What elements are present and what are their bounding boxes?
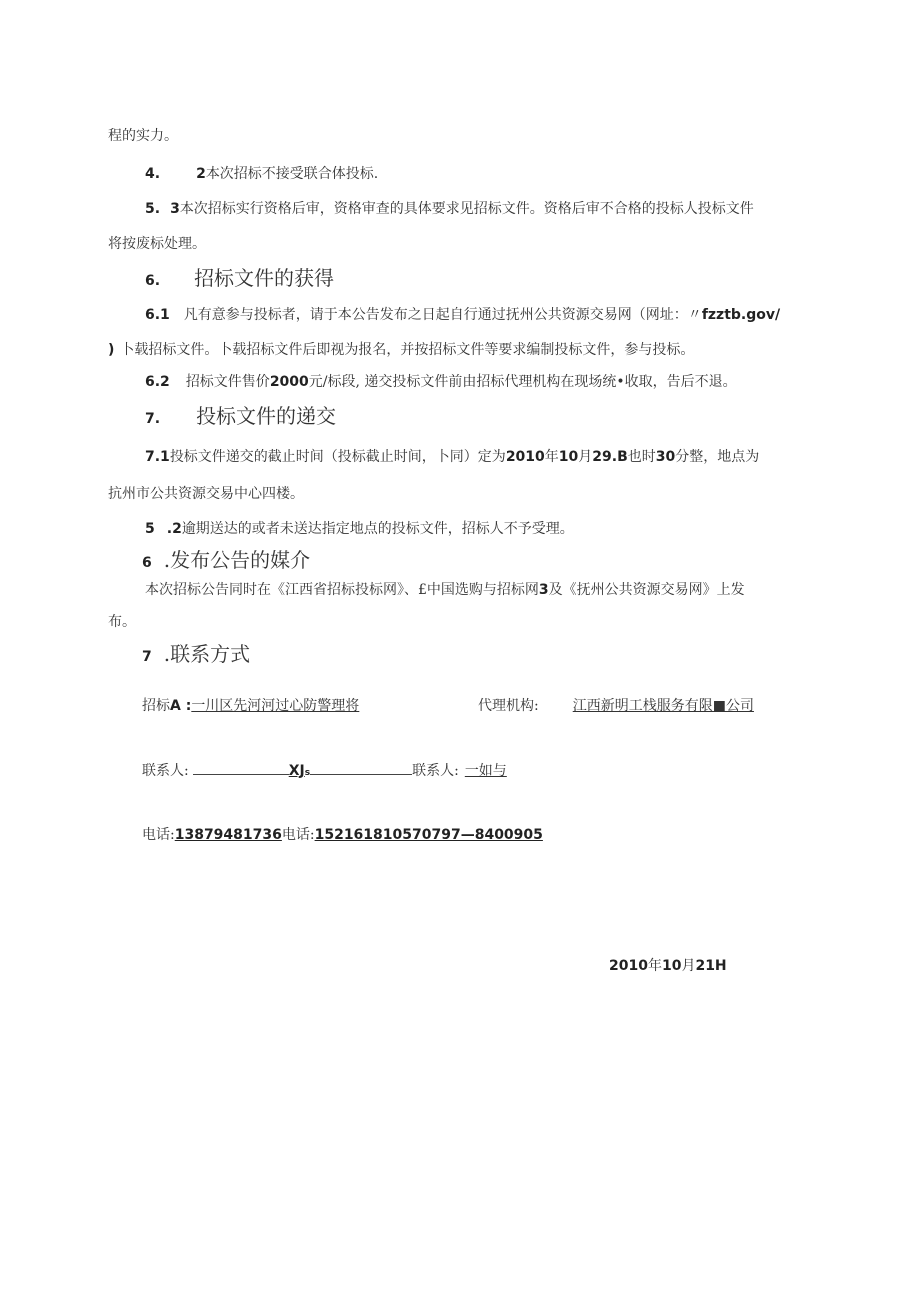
media-text1b: 及《抚州公共资源交易网》上发 xyxy=(548,582,745,598)
media-line2: 布。 xyxy=(108,614,136,630)
section-8-heading xyxy=(142,548,310,572)
item-4-text: 本次招标不接受联合体投标. xyxy=(205,166,379,182)
section-6-2-text1: 招标文件售价 xyxy=(185,374,270,390)
section-6-1-number: 6.1 xyxy=(145,307,170,323)
section-7-1-t4: 也时 xyxy=(627,449,656,465)
date-day: 21H xyxy=(695,958,727,974)
phone-label-2: 电话: xyxy=(281,827,315,843)
tenderer-label: 招标 xyxy=(142,698,170,714)
contact-agency xyxy=(478,698,754,715)
section-7-1-t2: 年 xyxy=(544,449,559,465)
section-6-2 xyxy=(145,374,737,391)
section-7-2 xyxy=(145,521,574,538)
person-value-2: 一如与 xyxy=(464,763,507,779)
section-7-2-bold: .2 xyxy=(166,521,182,537)
contact-phones xyxy=(142,827,543,844)
document-date xyxy=(609,958,727,975)
section-8-title: .发布公告的媒介 xyxy=(163,548,311,572)
date-t1: 年 xyxy=(647,958,662,974)
item-4-bold: 2 xyxy=(196,166,206,182)
section-6-2-number: 6.2 xyxy=(145,374,170,390)
date-t2: 月 xyxy=(681,958,696,974)
item-5-number: 5. xyxy=(145,201,161,217)
section-7-1-line2: 抗州市公共资源交易中心四楼。 xyxy=(108,486,304,502)
person-sub: s xyxy=(304,768,311,778)
section-7-1-number: 7.1 xyxy=(145,449,170,465)
section-6-1-url: fzztb.gov/ xyxy=(701,307,781,323)
item-5-text: 本次招标实行资格后审，资格审查的具体要求见招标文件。资格后审不合格的投标人投标文件 xyxy=(179,201,754,217)
item-4 xyxy=(145,166,378,183)
section-6-1-text: 凡有意参与投标者，请于本公告发布之日起自行通过抚州公共资源交易网（网址：〃 xyxy=(183,307,702,323)
section-6-1-line2 xyxy=(108,342,694,359)
phone-value-1: 13879481736 xyxy=(174,827,282,843)
section-7-1-month: 10 xyxy=(558,449,579,465)
item-5 xyxy=(145,201,754,218)
media-text1: 本次招标公告同时在《江西省招标投标网》、£中国选购与招标网 xyxy=(145,582,539,598)
section-7-1-text1: 投标文件递交的截止时间（投标截止时间，卜同）定为 xyxy=(169,449,506,465)
item-5-bold: 3 xyxy=(170,201,180,217)
date-month: 10 xyxy=(661,958,682,974)
person-label-2: 联系人: xyxy=(412,763,459,779)
section-7-1-t3: 月 xyxy=(578,449,593,465)
section-9-heading xyxy=(142,642,250,666)
section-7-number: 7. xyxy=(145,411,161,427)
tenderer-bold: A : xyxy=(170,698,192,714)
contact-persons xyxy=(142,760,507,780)
section-9-title: .联系方式 xyxy=(163,642,251,666)
section-6-1 xyxy=(145,307,780,324)
person-blank-1 xyxy=(193,760,289,775)
media-bold: 3 xyxy=(538,582,549,598)
section-7-2-number: 5 xyxy=(145,521,155,537)
section-7-2-text: 逾期送达的或者未送达指定地点的投标文件，招标人不予受理。 xyxy=(181,521,574,537)
section-7-1 xyxy=(145,449,759,466)
section-6-1-paren: ) xyxy=(108,342,115,358)
date-year: 2010 xyxy=(609,958,648,974)
section-6-2-text2: 元/标段, 递交投标文件前由招标代理机构在现场统•收取，告后不退。 xyxy=(308,374,737,390)
section-9-number: 7 xyxy=(142,649,152,665)
section-8-number: 6 xyxy=(142,555,152,571)
person-label-1: 联系人: xyxy=(142,763,189,779)
section-7-1-year: 2010 xyxy=(505,449,545,465)
section-6-2-price: 2000 xyxy=(269,374,309,390)
phone-value-2: 152161810570797—8400905 xyxy=(314,827,543,843)
section-7-1-day: 29.B xyxy=(592,449,628,465)
phone-label-1: 电话: xyxy=(142,827,175,843)
agency-value: 江西新明工栈服务有限■公司 xyxy=(572,698,754,714)
section-6-number: 6. xyxy=(145,273,161,289)
section-7-heading xyxy=(145,404,336,428)
section-7-1-t5: 分整，地点为 xyxy=(675,449,760,465)
item-4-number: 4. xyxy=(145,166,161,182)
contact-tenderer xyxy=(142,698,359,715)
tenderer-value: 一川区先河河过心防警理将 xyxy=(191,698,360,714)
agency-label: 代理机构: xyxy=(478,698,539,714)
intro-line: 程的实力。 xyxy=(108,128,178,144)
person-blank-2 xyxy=(310,760,412,775)
section-7-title: 投标文件的递交 xyxy=(196,404,337,428)
media-line1 xyxy=(145,582,745,599)
section-6-1-cont: 卜载招标文件。卜载招标文件后即视为报名，并按招标文件等要求编制投标文件，参与投标。 xyxy=(120,342,695,358)
section-7-1-minute: 30 xyxy=(655,449,676,465)
item-5-line2: 将按废标处理。 xyxy=(108,236,206,252)
section-6-title: 招标文件的获得 xyxy=(194,266,335,290)
person-mid: XJ xyxy=(288,763,305,779)
section-6-heading xyxy=(145,266,334,290)
